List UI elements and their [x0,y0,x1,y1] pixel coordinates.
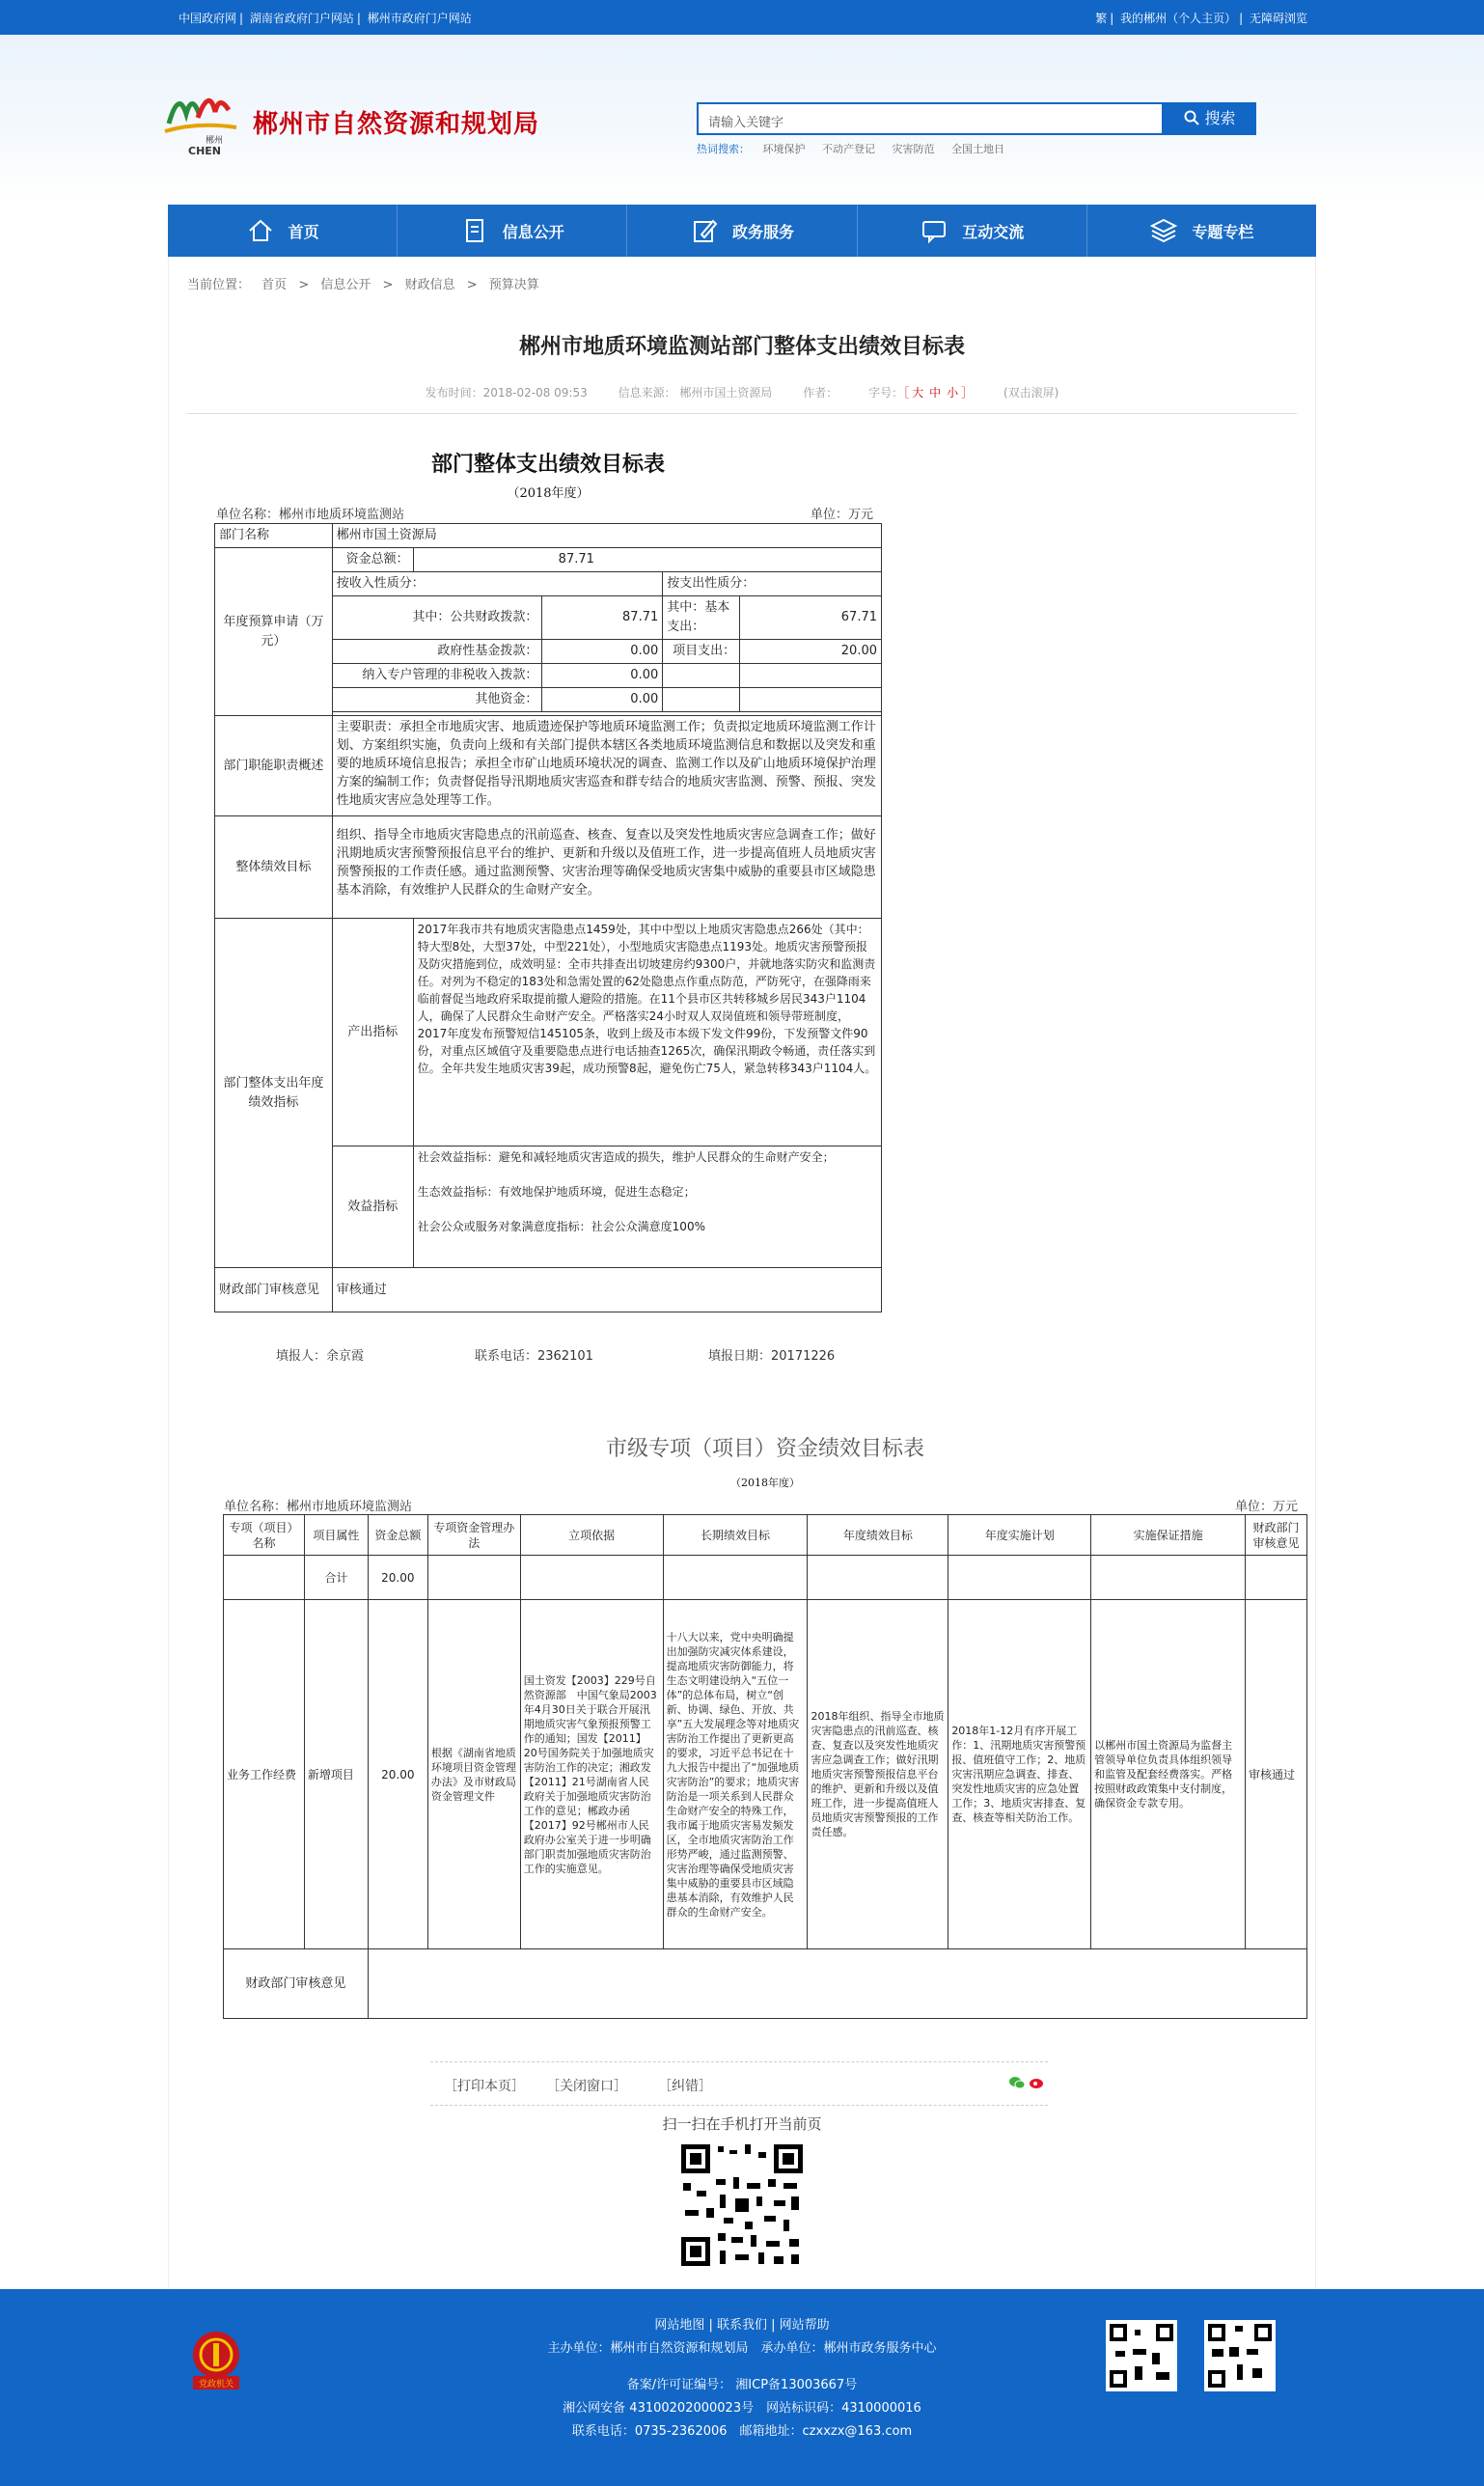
author: 作者： [803,386,838,400]
benefit-satisfaction: 社会公众或服务对象满意度指标：社会公众满意度100% [417,1220,705,1233]
perf-label: 部门整体支出年度绩效指标 [215,919,333,1268]
goal-text: 组织、指导全市地质灾害隐患点的汛前巡查、核查、复查以及突发性地质灾害应急调查工作；做好汛期地质灾害预警预报信息平台的维护、更新和升级以及值班工作，进一步提高值班人员地质灾害预警预报的工作责任感。通过监测预警、灾害治理等确保受地质灾害集中威胁的重要县市区域隐患基本消除，有效维护人民群众的生命财产安全。 [332,816,881,919]
nav-label: 首页 [288,222,319,241]
nav-label: 政务服务 [732,222,795,241]
project-label: 项目支出： [663,640,740,664]
table2-year: （2018年度） [730,1477,800,1489]
empty-cell [1091,1556,1246,1600]
crumb-info[interactable]: 信息公开 [320,278,371,292]
hot-word[interactable]: 灾害防范 [892,143,935,155]
footer-host: 主办单位：郴州市自然资源和规划局 承办单位：郴州市政务服务中心 [547,2341,937,2356]
col-header: 年度实施计划 [948,1515,1091,1556]
empty-cell [740,688,882,712]
dept-label: 部门名称 [215,524,333,548]
total-value: 87.71 [413,548,881,572]
hot-word[interactable]: 不动产登记 [822,143,875,155]
font-size-label: 字号： [868,386,904,400]
benefit-social: 社会效益指标：避免和减轻地质灾害造成的损失，维护人民群众的生命财产安全； [417,1150,835,1164]
basic-value: 67.71 [740,596,882,640]
col-header: 专项资金管理办法 [427,1515,520,1556]
project-method: 根据《湖南省地质环境项目资金管理办法》及市财政局资金管理文件 [427,1600,520,1949]
total-label: 合计 [304,1556,368,1600]
dblclick-scroll[interactable]: (双击滚屏) [1003,386,1059,400]
performance-table [214,523,882,1312]
project-long-goal: 十八大以来，党中央明确提出加强防灾减灾体系建设，提高地质灾害防御能力，将生态文明建设纳入“五位一体”的总体布局，树立“创新、协调、绿色、开放、共享”五大发展理念等对地质灾害防治工作提出了更新更高的要求，习近平总书记在十九大报告中提出了“加强地质灾害防治”的要求；地质灾害防治是一项关系到人民群众生命财产安全的特殊工作，我市属于地质灾害易发频发区，全市地质灾害防治工作形势严峻，通过监测预警、灾害治理等确保受地质灾害集中威胁的重要县市区域隐患基本消除，有效维护人民群众的生命财产安全。 [663,1600,808,1949]
basic-label: 其中：基本支出： [663,596,740,640]
wechat-share-icon[interactable] [1009,2076,1025,2093]
chat-icon [920,216,948,245]
project-value: 20.00 [740,640,882,664]
empty-cell [520,1556,663,1600]
breadcrumb [187,274,547,292]
footer [0,2289,1484,2486]
crumb-finance[interactable]: 财政信息 [404,278,455,292]
nav-special[interactable] [1087,205,1316,257]
layers-icon [1149,216,1178,245]
divider [187,413,1297,414]
party-badge-icon [189,2330,243,2391]
crumb-prefix: 当前位置： [187,278,251,292]
output-text: 2017年我市共有地质灾害隐患点1459处，其中中型以上地质灾害隐患点266处（其中：特大型8处，大型37处，中型221处），小型地质灾害隐患点1193处。地质灾害预警预报及防灾措施到位，成效明显：全市共排查出切坡建房约9300户，并就地落实防灾和监测责任。对列为不稳定的183处和急需处置的62处隐患点作重点防范，严防死守，在强降雨来临前督促当地政府采取提前撤人避险的措施。在11个县市区共转移城乡居民343户1104人，确保了人民群众生命财产安全。严格落实24小时双人双岗值班和领导带班制度，2017年度发布预警短信145105条，收到上级及市本级下发文件99份，下发预警文件90份，对重点区域值守及重要隐患点进行电话抽查1265次，确保汛期政令畅通，责任落实到位。全年共发生地质灾害39起，成功预警8起，避免伤亡75人，紧急转移343户1104人。 [413,919,881,1146]
project-audit: 审核通过 [1245,1600,1306,1949]
col-header: 资金总额 [368,1515,427,1556]
empty-cell [808,1556,948,1600]
col-header: 长期绩效目标 [663,1515,808,1556]
table1-unit-name: 单位名称：郴州市地质环境监测站 [216,508,405,522]
crumb-sep: > [382,278,394,292]
font-medium-button[interactable]: 中 [929,386,942,400]
search-icon [1184,110,1199,125]
project-basis: 国土资发【2003】229号自然资源部 中国气象局2003年4月30日关于联合开展汛期地质灾害气象预报预警工作的通知；国发【2011】20号国务院关于加强地质灾害防治工作的决定；湘政发【2011】21号湖南省人民政府关于加强地质灾害防治工作的意见；郴政办函【2017】92号郴州市人民政府办公室关于进一步明确部门职责加强地质灾害防治工作的实施意见。 [520,1600,663,1949]
table2-audit-value [368,1949,1306,2019]
audit-value: 审核通过 [332,1268,881,1312]
goal-label: 整体绩效目标 [215,816,333,919]
link-gov-cn[interactable]: 中国政府网 [179,12,237,25]
weibo-share-icon[interactable] [1029,2076,1044,2093]
contact-phone: 联系电话：2362101 [475,1349,593,1364]
table1-title: 部门整体支出绩效目标表 [430,452,665,477]
site-logo[interactable] [159,85,242,156]
project-amount: 20.00 [368,1600,427,1949]
footer-qr-app [1204,2320,1276,2391]
search-button[interactable] [1164,102,1256,135]
footer-links[interactable]: 网站地图 | 联系我们 | 网站帮助 [654,2318,830,2333]
empty-cell [663,688,740,712]
fund-value: 0.00 [542,640,663,664]
dept-value: 郴州市国土资源局 [332,524,881,548]
nav-label: 信息公开 [502,222,564,241]
project-plan: 2018年1-12月有序开展工作：1、汛期地质灾害预警预报、值班值守工作；2、地质灾害汛期应急调查、排查、突发性地质灾害的应急处置工作；3、地质灾害排查、复查、核查等相关防治工作。 [948,1600,1091,1949]
benefit-ecology: 生态效益指标：有效地保护地质环境，促进生态稳定； [417,1185,696,1199]
table2-unit-name: 单位名称：郴州市地质环境监测站 [224,1500,413,1514]
logo-text: 郴州 [206,136,224,146]
article-title: 郴州市地质环境监测站部门整体支出绩效目标表 [518,335,965,359]
footer-contact: 联系电话：0735-2362006 邮箱地址：czxxzx@163.com [571,2424,913,2439]
font-size-close: ］ [961,386,974,400]
hot-word[interactable]: 全国土地日 [951,143,1004,155]
qr-code-icon [677,2141,807,2270]
fill-date: 填报日期：20171226 [708,1349,836,1364]
edit-icon [690,216,719,245]
logo-mark-icon [159,85,242,156]
nav-home[interactable] [168,205,398,257]
filler: 填报人：余京霞 [276,1349,365,1364]
table1-unit: 单位：万元 [811,508,874,522]
nontax-label: 纳入专户管理的非税收入拨款： [332,664,542,688]
font-size-control [868,386,973,400]
nontax-value: 0.00 [542,664,663,688]
public-label: 其中：公共财政拨款： [332,596,542,640]
party-gov-badge[interactable] [189,2330,243,2391]
link-hunan[interactable]: 湖南省政府门户网站 [249,12,354,25]
col-header: 项目属性 [304,1515,368,1556]
crumb-sep: > [466,278,478,292]
hot-word[interactable]: 环境保护 [762,143,806,155]
hot-words [697,141,1018,156]
empty-cell [740,664,882,688]
empty-cell [1245,1556,1306,1600]
accessibility-link[interactable]: 无障碍浏览 [1249,12,1307,25]
crumb-budget[interactable]: 预算决算 [488,278,539,292]
by-expense-label: 按支出性质分： [663,572,882,596]
footer-icp[interactable]: 备案/许可证编号： 湘ICP备13003667号 [626,2378,858,2392]
document-icon [460,216,489,245]
info-source: 信息来源： 郴州市国土资源局 [618,386,773,400]
project-attr: 新增项目 [304,1600,368,1949]
home-icon [246,216,275,245]
empty-cell [663,664,740,688]
nav-label: 专题专栏 [1192,222,1254,241]
total-label: 资金总额： [332,548,413,572]
article-toolbar [430,2061,1048,2106]
nav-info[interactable] [398,205,627,257]
font-small-button[interactable]: 小 [947,386,959,400]
qr-code-icon [1106,2320,1177,2391]
publish-time: 发布时间：2018-02-08 09:53 [425,386,588,400]
duty-text: 主要职责：承担全市地质灾害、地质遗迹保护等地质环境监测工作；负责拟定地质环境监测工作计划、方案组织实施，负责向上级和有关部门提供本辖区各类地质环境监测信息和数据以及突发和重要的地质环境信息报告；承担全市矿山地质环境状况的调查、监测工作以及矿山地质环境保护治理方案的编制工作；负责督促指导汛期地质灾害巡查和群专结合的地质灾害监测、预警、预报、突发性地质灾害应急处理等工作。 [332,716,881,816]
print-button[interactable]: ［打印本页］ [444,2079,525,2094]
fund-label: 政府性基金拨款： [332,640,542,664]
col-header: 立项依据 [520,1515,663,1556]
other-label: 其他资金： [332,688,542,712]
hot-label: 热词搜索： [697,143,750,155]
logo-en: CHEN [188,145,221,156]
font-large-button[interactable]: 大 [912,386,924,400]
qr-code [677,2141,807,2270]
project-fund-table [223,1514,1307,2019]
col-header: 实施保证措施 [1091,1515,1246,1556]
budget-label: 年度预算申请（万元） [215,548,333,716]
crumb-home[interactable]: 首页 [261,278,288,292]
table2-title: 市级专项（项目）资金绩效目标表 [605,1437,924,1461]
article-meta [0,384,1484,401]
table2-audit-label: 财政部门审核意见 [224,1949,369,2019]
nav-service[interactable] [627,205,857,257]
site-name: 郴州市自然资源和规划局 [253,110,540,139]
footer-qr-weixin [1106,2320,1177,2391]
duty-label: 部门职能职责概述 [215,716,333,816]
footer-police[interactable]: 湘公网安备 43100202000023号 网站标识码：4310000016 [563,2401,921,2416]
project-name: 业务工作经费 [224,1600,305,1949]
my-chenzhou-link[interactable]: 我的郴州（个人主页） [1120,12,1237,25]
col-header: 财政部门审核意见 [1245,1515,1306,1556]
audit-label: 财政部门审核意见 [215,1268,333,1312]
table2-unit: 单位：万元 [1235,1500,1299,1514]
col-header: 年度绩效目标 [808,1515,948,1556]
public-value: 87.71 [542,596,663,640]
col-header: 专项（项目）名称 [224,1515,305,1556]
top-bar: 中国政府网 | 湖南省政府门户网站 | 郴州市政府门户网站 繁 | 我的郴州（个人主页） | 无障碍浏览 [0,0,1484,35]
search-input[interactable]: 请输入关键字 [697,102,1164,135]
crumb-sep: > [298,278,310,292]
empty-cell [663,1556,808,1600]
benefit-label: 效益指标 [332,1146,413,1268]
link-chenzhou[interactable]: 郴州市政府门户网站 [367,12,472,25]
main-nav [168,205,1316,257]
by-source-label: 按收入性质分： [332,572,662,596]
project-year-goal: 2018年组织、指导全市地质灾害隐患点的汛前巡查、核查、复查以及突发性地质灾害应急调查工作；做好汛期地质灾害预警预报信息平台的维护、更新和升级以及值班工作，进一步提高值班人员地质灾害预警预报的工作责任感。 [808,1600,948,1949]
nav-label: 互动交流 [962,222,1025,241]
project-measure: 以郴州市国土资源局为监督主管领导单位负责具体组织领导和监管及配套经费落实。严格按照财政政策集中支付制度，确保资金专款专用。 [1091,1600,1246,1949]
traditional-toggle[interactable]: 繁 [1095,12,1108,25]
qr-code-icon [1204,2320,1276,2391]
badge-text: 党政机关 [198,2380,234,2389]
output-label: 产出指标 [332,919,413,1146]
search-button-label: 搜索 [1204,109,1236,127]
other-value: 0.00 [542,688,663,712]
font-size-open: ［ [903,386,910,400]
close-window-button[interactable]: ［关闭窗口］ [546,2079,627,2094]
scan-hint: 扫一扫在手机打开当前页 [662,2115,822,2133]
nav-interact[interactable] [858,205,1087,257]
empty-cell [427,1556,520,1600]
report-error-button[interactable]: ［纠错］ [658,2079,712,2094]
empty-cell [224,1556,305,1600]
table1-year: （2018年度） [507,486,590,501]
empty-cell [948,1556,1091,1600]
total-value: 20.00 [368,1556,427,1600]
